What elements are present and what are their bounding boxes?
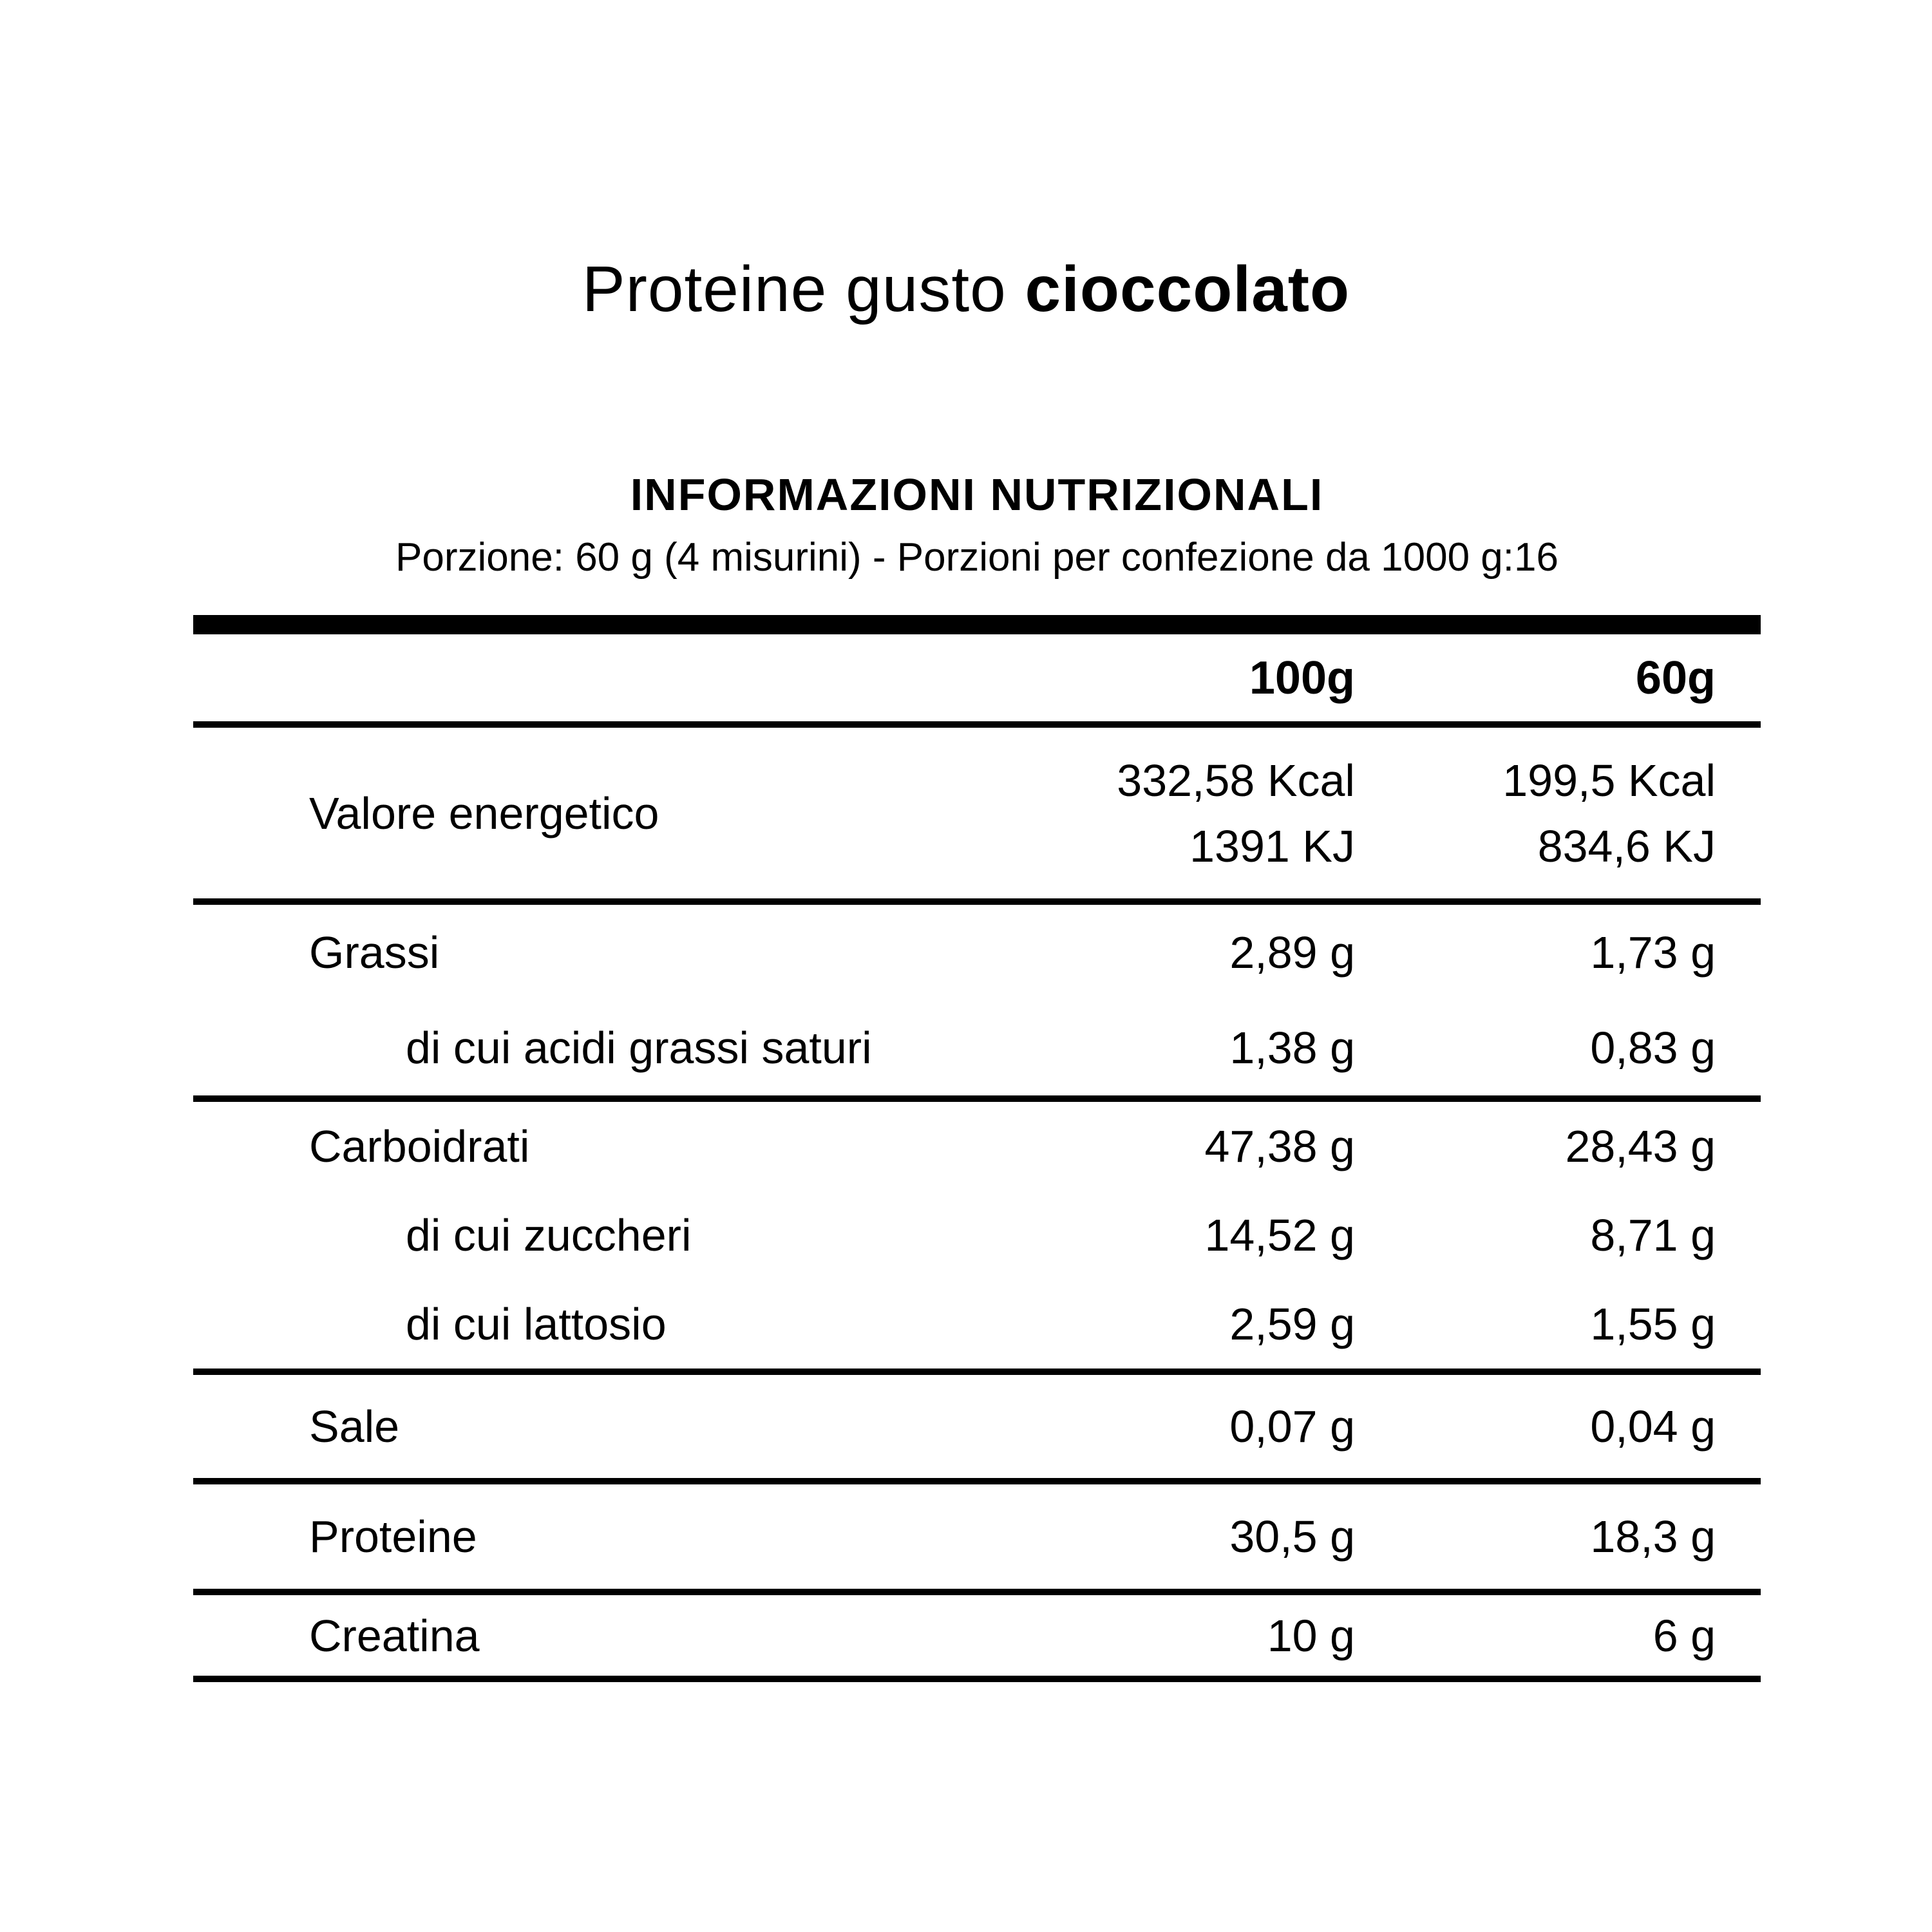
nutrition-header [193, 469, 1761, 580]
row-label: di cui lattosio [406, 1299, 667, 1349]
product-title [0, 252, 1932, 327]
table-row-saturated-fats [193, 1000, 1761, 1095]
table-column-headers [193, 634, 1761, 721]
row-label: di cui acidi grassi saturi [406, 1023, 872, 1073]
row-label: Valore energetico [309, 788, 659, 838]
energy-kj-60g: 834,6 KJ [1537, 820, 1716, 871]
value-100g: 1,38 g [1229, 1023, 1355, 1073]
table-bottom-bar [193, 1676, 1761, 1682]
value-60g: 1,73 g [1590, 927, 1716, 978]
divider [193, 1589, 1761, 1595]
column-header-100g: 100g [1249, 652, 1355, 704]
divider [193, 1368, 1761, 1375]
value-100g: 47,38 g [1204, 1121, 1355, 1171]
divider [193, 1478, 1761, 1484]
table-row-protein [193, 1484, 1761, 1589]
product-title-regular: Proteine gusto [582, 253, 1025, 325]
table-row-carbohydrates [193, 1102, 1761, 1191]
energy-kj-100g: 1391 KJ [1189, 820, 1355, 871]
divider [193, 721, 1761, 728]
row-label: Grassi [309, 927, 440, 978]
energy-kcal-60g: 199,5 Kcal [1502, 755, 1716, 806]
value-100g: 10 g [1267, 1610, 1355, 1661]
product-title-flavor: cioccolato [1025, 253, 1350, 325]
table-row-sugars [193, 1191, 1761, 1280]
row-label: Sale [309, 1401, 400, 1452]
row-label: Carboidrati [309, 1121, 530, 1171]
value-60g: 6 g [1653, 1610, 1716, 1661]
row-label: di cui zuccheri [406, 1210, 692, 1260]
value-100g: 30,5 g [1229, 1511, 1355, 1562]
table-row-salt [193, 1375, 1761, 1478]
value-100g: 0,07 g [1229, 1401, 1355, 1452]
value-100g: 2,59 g [1229, 1299, 1355, 1349]
nutrition-heading: INFORMAZIONI NUTRIZIONALI [630, 469, 1324, 520]
energy-values-60g [1400, 748, 1761, 879]
table-row-fats [193, 905, 1761, 1000]
value-60g: 0,04 g [1590, 1401, 1716, 1452]
value-60g: 8,71 g [1590, 1210, 1716, 1260]
value-100g: 2,89 g [1229, 927, 1355, 978]
table-row-creatine [193, 1595, 1761, 1676]
value-60g: 1,55 g [1590, 1299, 1716, 1349]
nutrition-table [193, 615, 1761, 1682]
table-top-bar [193, 615, 1761, 634]
energy-values-100g [1039, 748, 1400, 879]
table-row-lactose [193, 1280, 1761, 1368]
divider [193, 1095, 1761, 1102]
row-label: Proteine [309, 1511, 477, 1562]
row-label: Creatina [309, 1610, 480, 1661]
serving-info: Porzione: 60 g (4 misurini) - Porzioni per confezione da 1000 g:16 [395, 535, 1558, 580]
energy-kcal-100g: 332,58 Kcal [1117, 755, 1355, 806]
value-60g: 0,83 g [1590, 1023, 1716, 1073]
value-100g: 14,52 g [1204, 1210, 1355, 1260]
table-row-energy [193, 728, 1761, 898]
divider [193, 898, 1761, 905]
column-header-60g: 60g [1635, 652, 1716, 704]
value-60g: 18,3 g [1590, 1511, 1716, 1562]
value-60g: 28,43 g [1565, 1121, 1716, 1171]
